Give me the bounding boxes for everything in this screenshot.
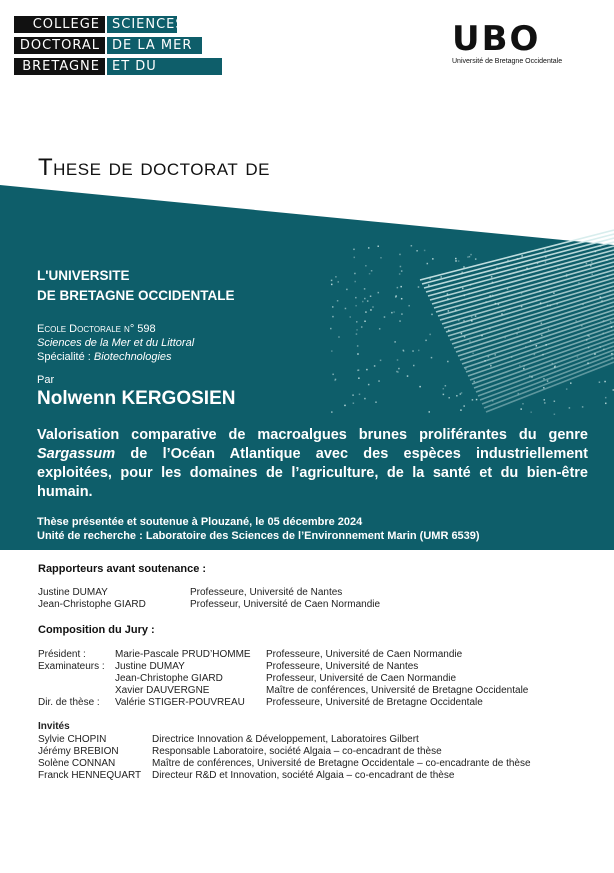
- list-item: Franck HENNEQUART Directeur R&D et Innovation, société Algaia – co-encadrant de thèse: [38, 770, 455, 781]
- research-unit: Unité de recherche : Laboratoire des Sciences de l’Environnement Marin (UMR 6539): [37, 530, 480, 542]
- university-wordmark: UBO: [452, 19, 541, 59]
- list-item: Jérémy BREBION Responsable Laboratoire, société Algaia – co-encadrant de thèse: [38, 746, 442, 757]
- logo-text: DOCTORAL: [14, 37, 105, 54]
- jury-list: [38, 649, 528, 709]
- list-item: Solène CONNAN Maître de conférences, Université de Bretagne Occidentale – co-encadrante de thèse: [38, 758, 531, 769]
- logo-text: ET DU LITTORAL: [107, 58, 222, 75]
- university-logo-subtitle: Université de Bretagne Occidentale: [452, 58, 563, 65]
- doctoral-school-logo: [14, 16, 222, 89]
- list-item: Jean-Christophe GIARD Professeur, Université de Caen Normandie: [115, 673, 457, 684]
- ecole-label: Ecole Doctorale n° 598: [37, 323, 156, 335]
- author-name: Nolwenn KERGOSIEN: [37, 388, 236, 409]
- invites-list: [38, 734, 531, 782]
- invites-heading: Invités: [38, 721, 70, 732]
- list-item: Jean-Christophe GIARD Professeur, Université de Caen Normandie: [38, 599, 381, 610]
- logo-text: COLLEGE: [14, 16, 105, 33]
- list-item: Président : Marie-Pascale PRUD’HOMME Professeure, Université de Caen Normandie: [38, 649, 463, 660]
- logo-text: DE LA MER: [107, 37, 202, 54]
- university-line: L'UNIVERSITE: [37, 268, 130, 283]
- list-item: Dir. de thèse : Valérie STIGER-POUVREAU Professeure, Université de Bretagne Occidentale: [38, 697, 483, 708]
- doctoral-school-info: [37, 322, 194, 364]
- rapporteurs-list: [38, 587, 380, 611]
- university-logo: [452, 19, 563, 65]
- logo-text: BRETAGNE: [14, 58, 105, 75]
- university-line: DE BRETAGNE OCCIDENTALE: [37, 288, 235, 303]
- logo-text: SCIENCES: [107, 16, 177, 33]
- jury-heading: Composition du Jury :: [38, 624, 155, 636]
- defense-line: Thèse présentée et soutenue à Plouzané, le 05 décembre 2024: [37, 516, 363, 528]
- specialite-label: Spécialité :: [37, 351, 94, 363]
- thesis-title-italic: Sargassum: [37, 446, 116, 462]
- rapporteurs-heading: Rapporteurs avant soutenance :: [38, 563, 207, 575]
- specialite: [37, 350, 194, 364]
- thesis-title: [37, 426, 588, 502]
- thesis-title-part: Valorisation comparative de macroalgues brunes proliférantes du genre: [37, 427, 588, 443]
- university-name: [37, 266, 235, 306]
- list-item: Sylvie CHOPIN Directrice Innovation & Développement, Laboratoires Gilbert: [38, 734, 419, 745]
- list-item: Justine DUMAY Professeure, Université de Nantes: [38, 587, 343, 598]
- specialite-value: Biotechnologies: [93, 351, 172, 363]
- thesis-title-part: de l’Océan Atlantique avec des espèces industriellement exploitées, pour les domaines de l’agriculture, de la santé et du bien-être humain.: [37, 446, 588, 500]
- list-item: Xavier DAUVERGNE Maître de conférences, Université de Bretagne Occidentale: [115, 685, 529, 696]
- page-title: These de doctorat de: [38, 154, 271, 181]
- defense-info: [37, 515, 480, 543]
- list-item: Examinateurs : Justine DUMAY Professeure, Université de Nantes: [38, 661, 419, 672]
- par-label: Par: [37, 374, 55, 386]
- ecole-name: Sciences de la Mer et du Littoral: [37, 337, 195, 349]
